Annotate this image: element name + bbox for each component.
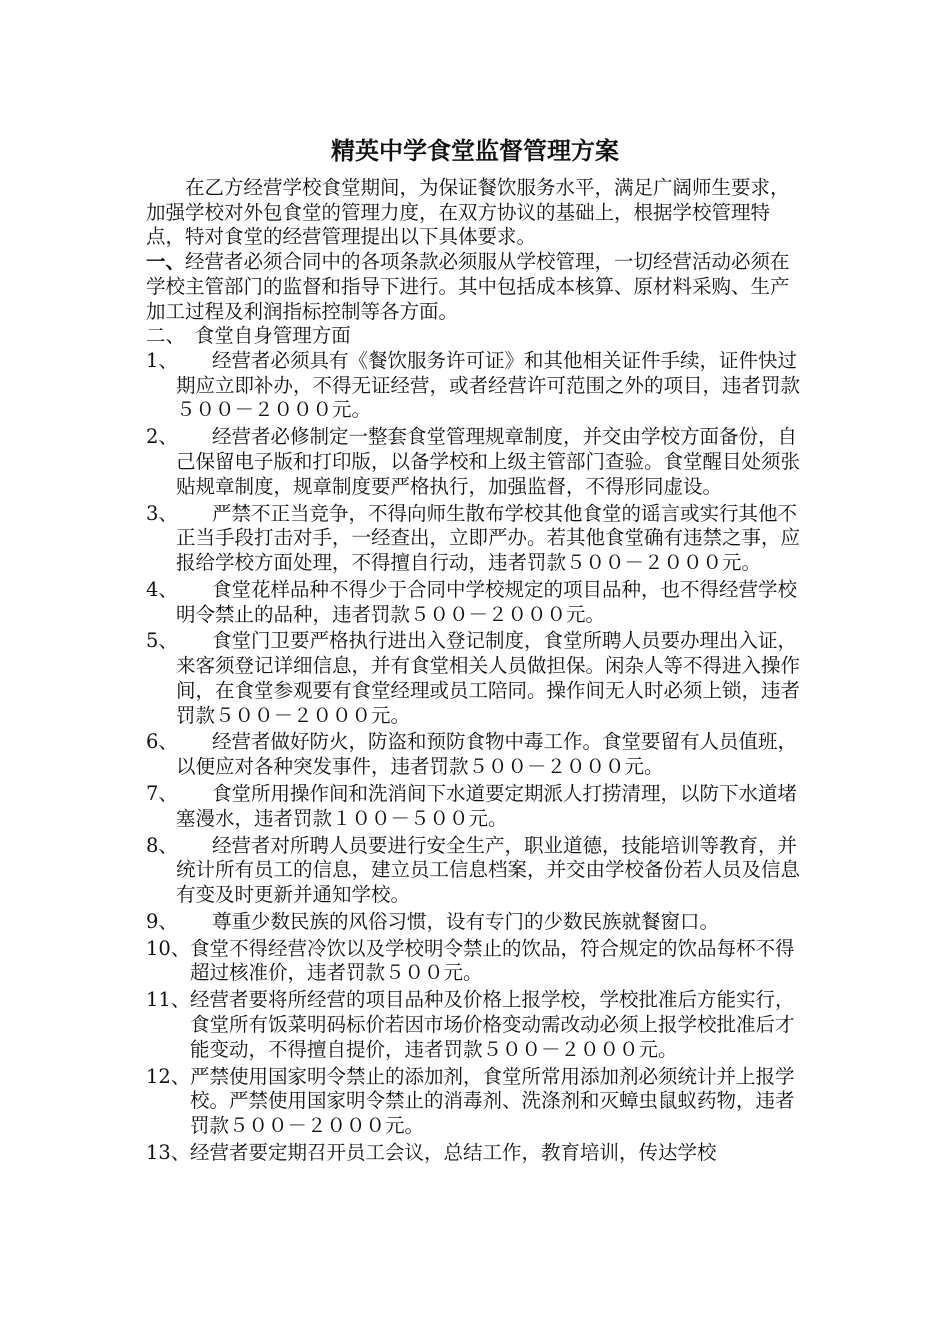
- list-item: [146, 629, 808, 728]
- list-item-text: 尊重少数民族的风俗习惯，设有专门的少数民族就餐窗口。: [212, 909, 720, 933]
- list-item-number: 2、: [146, 425, 178, 449]
- list-item-text: 经营者要将所经营的项目品种及价格上报学校，学校批准后方能实行，食堂所有饭菜明码标价若因市场价格变动需改动必须上报学校批准后才能变动，不得擅自提价，违者罚款５００－２０００元。: [190, 988, 795, 1061]
- list-item-number: 11、: [146, 988, 191, 1012]
- list-item-text: 严禁使用国家明令禁止的添加剂，食堂所常用添加剂必须统计并上报学校。严禁使用国家明令禁止的消毒剂、洗涤剂和灭蟑虫鼠蚁药物，违者罚款５００－２０００元。: [190, 1064, 795, 1138]
- list-item-text: 食堂所用操作间和洗消间下水道要定期派人打捞清理，以防下水道堵塞漫水，违者罚款１００－５００元。: [176, 782, 798, 830]
- list-item-text: 经营者必须具有《餐饮服务许可证》和其他相关证件手续，证件快过期应立即补办，不得无证经营，或者经营许可范围之外的项目，违者罚款５００－２０００元。: [176, 348, 801, 422]
- list-item: [146, 502, 808, 576]
- list-item-number: 6、: [146, 730, 178, 754]
- list-item: [146, 349, 808, 423]
- section-1-text: 经营者必须合同中的各项条款必须服从学校管理，一切经营活动必须在学校主管部门的监督和指导下进行。其中包括成本核算、原材料采购、生产加工过程及利润指标控制等各方面。: [146, 250, 790, 323]
- list-item-number: 10、: [146, 936, 191, 960]
- list-item-number: 9、: [146, 909, 178, 933]
- list-item-number: 8、: [146, 833, 178, 857]
- list-item-text: 经营者做好防火，防盗和预防食物中毒工作。食堂要留有人员值班，以便应对各种突发事件，违者罚款５００－２０００元。: [176, 730, 798, 779]
- list-item: [146, 937, 808, 986]
- list-item: [146, 782, 808, 831]
- document-title: 精英中学食堂监督管理方案: [331, 136, 619, 165]
- intro-paragraph: 在乙方经营学校食堂期间，为保证餐饮服务水平，满足广阔师生要求，加强学校对外包食堂的管理力度，在双方协议的基础上，根据学校管理特点，特对食堂的经营管理提出以下具体要求。: [146, 176, 790, 249]
- list-item-number: 1、: [146, 348, 178, 372]
- list-item-text: 经营者要定期召开员工会议，总结工作，教育培训，传达学校: [190, 1140, 717, 1164]
- list-item-text: 经营者对所聘人员要进行安全生产，职业道德，技能培训等教育，并统计所有员工的信息，建立员工信息档案，并交由学校备份若人员及信息有变及时更新并通知学校。: [176, 833, 801, 906]
- list-item-text: 食堂门卫要严格执行进出入登记制度，食堂所聘人员要办理出入证，来客须登记详细信息，并有食堂相关人员做担保。闲杂人等不得进入操作间，在食堂参观要有食堂经理或员工陪同。操作间无人时必须上锁，违者罚款５００－２０００元。: [176, 629, 801, 727]
- list-item-text: 严禁不正当竞争，不得向师生散布学校其他食堂的谣言或实行其他不正当手段打击对手，一经查出，立即严办。若其他食堂确有违禁之事，应报给学校方面处理，不得擅自行动，违者罚款５００－２０００元。: [176, 501, 801, 574]
- list-item: [146, 578, 808, 627]
- list-item-text: 食堂花样品种不得少于合同中学校规定的项目品种，也不得经营学校明令禁止的品种，违者罚款５００－２０００元。: [176, 577, 798, 626]
- list-item-number: 13、: [146, 1140, 191, 1164]
- list-item-number: 4、: [146, 577, 178, 601]
- section-1-number: 一、: [146, 250, 186, 274]
- list-item: [146, 1065, 808, 1139]
- list-item-number: 12、: [146, 1064, 191, 1088]
- list-item: [146, 1141, 808, 1166]
- list-item-number: 3、: [146, 501, 178, 525]
- list-item: [146, 730, 808, 779]
- section-1-paragraph: [146, 250, 808, 324]
- list-item-text: 经营者必修制定一整套食堂管理规章制度，并交由学校方面备份，自己保留电子版和打印版，以备学校和上级主管部门查验。食堂醒目处须张贴规章制度，规章制度要严格执行，加强监督，不得形同虚设。: [176, 425, 801, 498]
- list-item: [146, 988, 808, 1062]
- list-item: [146, 834, 808, 908]
- list-item: [146, 910, 808, 935]
- list-item-number: 5、: [146, 629, 178, 653]
- section-2-heading: 二、 食堂自身管理方面: [146, 324, 351, 348]
- list-item: [146, 425, 808, 499]
- document-body: [146, 176, 808, 1168]
- list-item-number: 7、: [146, 782, 178, 805]
- list-item-text: 食堂不得经营冷饮以及学校明令禁止的饮品，符合规定的饮品每杯不得超过核准价，违者罚款５００元。: [190, 936, 795, 985]
